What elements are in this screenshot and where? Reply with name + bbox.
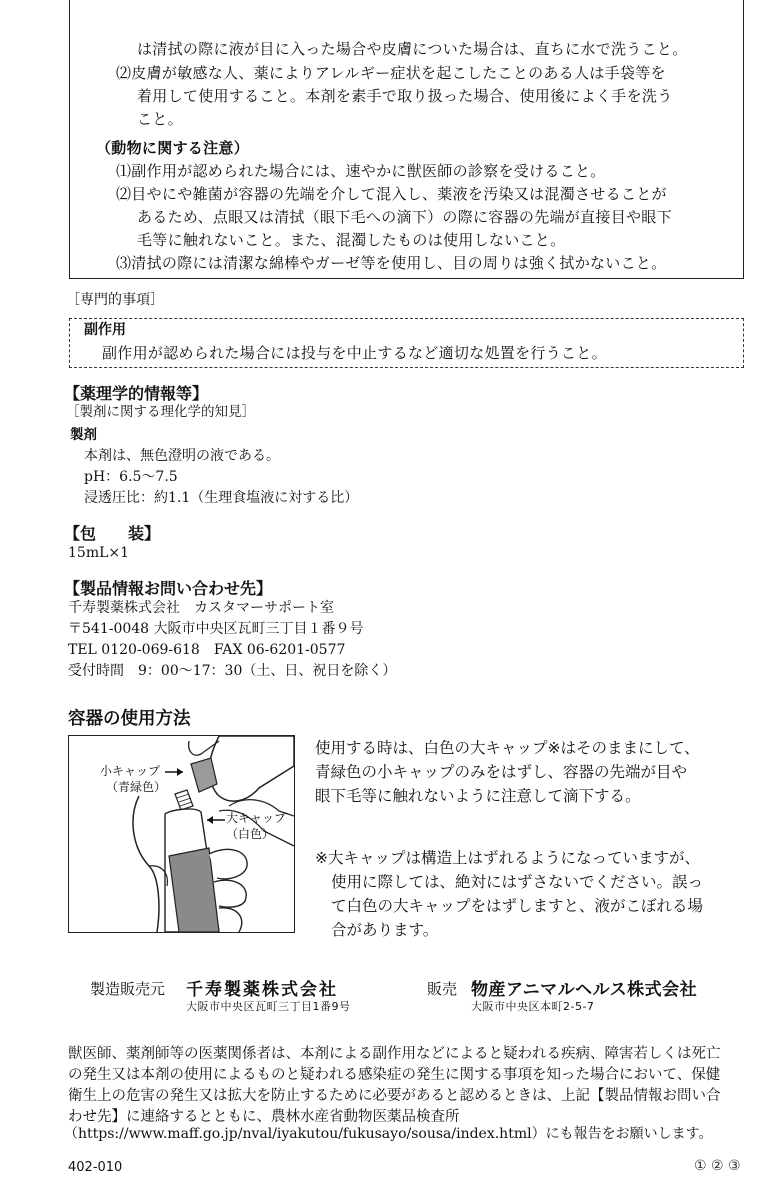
usage-note-line: ※大キャップは構造上はずれるようになっていますが、 — [315, 849, 700, 867]
maker-role: 製造販売元 — [90, 980, 166, 998]
precaution-animal-line: ⑶清拭の際には清潔な綿棒やガーゼ等を使用し、目の周りは強く拭かないこと。 — [116, 254, 667, 272]
precaution-animal-line: あるため、点眼又は清拭（眼下毛への滴下）の際に容器の先端が直接目や眼下 — [137, 208, 672, 226]
side-effects-text: 副作用が認められた場合には投与を中止するなど適切な処置を行うこと。 — [102, 344, 607, 362]
contact-line: 受付時間 9：00〜17：30（土、日、祝日を除く） — [68, 663, 397, 679]
seller-role: 販売 — [427, 980, 458, 998]
formulation-line: pH：6.5〜7.5 — [84, 469, 178, 485]
formulation-label: 製剤 — [70, 427, 97, 443]
seller-name: 物産アニマルヘルス株式会社 — [471, 980, 698, 1000]
seller-address: 大阪市中央区本町2-5-7 — [471, 1000, 595, 1013]
footer-notice-line: 衛生上の危害の発生又は拡大を防止するために必要があると認めるときは、上記【製品情報お問い合 — [68, 1088, 721, 1104]
usage-note-line: 使用に際しては、絶対にはずさないでください。誤っ — [331, 873, 704, 891]
precaution-animal-line: ⑴副作用が認められた場合には、速やかに獣医師の診察を受けること。 — [116, 162, 606, 180]
maker-address: 大阪市中央区瓦町三丁目1番9号 — [186, 1000, 351, 1013]
large-cap-color-label: （白色） — [226, 827, 275, 841]
maker-name: 千寿製薬株式会社 — [186, 980, 338, 1000]
usage-instruction-line: 眼下毛等に触れないように注意して滴下する。 — [315, 787, 641, 805]
packaging-value: 15mL×1 — [68, 545, 130, 561]
contact-line: TEL 0120-069-618 FAX 06-6201-0577 — [68, 642, 346, 658]
contact-heading: 【製品情報お問い合わせ先】 — [64, 579, 273, 598]
formulation-line: 本剤は、無色澄明の液である。 — [84, 448, 280, 464]
page-marks: ① ② ③ — [694, 1158, 741, 1174]
precaution-human-line: こと。 — [137, 110, 183, 128]
precaution-human-line: ⑵皮膚が敏感な人、薬によりアレルギー症状を起こしたことのある人は手袋等を — [116, 64, 666, 82]
pharmacology-heading: 【薬理学的情報等】 — [64, 384, 209, 403]
precaution-human-line: 着用して使用すること。本剤を素手で取り扱った場合、使用後によく手を洗う — [137, 87, 673, 105]
usage-note-line: て白色の大キャップをはずしますと、液がこぼれる場 — [331, 897, 704, 915]
small-cap-color-label: （青緑色） — [106, 780, 167, 794]
footer-notice-line: 獣医師、薬剤師等の医薬関係者は、本剤による副作用などによると疑われる疾病、障害若しくは死亡 — [68, 1046, 721, 1062]
large-cap-label: 大キャップ — [226, 811, 287, 825]
formulation-line: 浸透圧比：約1.1（生理食塩液に対する比） — [84, 490, 359, 506]
pharmacology-sub-heading: ［製剤に関する理化学的知見］ — [66, 404, 255, 420]
packaging-heading: 【包 装】 — [64, 524, 161, 543]
small-cap-label: 小キャップ — [100, 764, 161, 778]
contact-line: 〒541-0048 大阪市中央区瓦町三丁目１番９号 — [68, 621, 364, 637]
footer-notice-line: の発生又は本剤の使用によるものと疑われる感染症の発生に関する事項を知った場合において、保健 — [68, 1067, 721, 1083]
document-code: 402-010 — [68, 1160, 123, 1175]
usage-heading: 容器の使用方法 — [68, 709, 191, 729]
precaution-human-line: は清拭の際に液が目に入った場合や皮膚についた場合は、直ちに水で洗うこと。 — [137, 40, 688, 58]
footer-notice-line: わせ先】に連絡するとともに、農林水産省動物医薬品検査所 — [68, 1109, 460, 1125]
usage-instruction-line: 使用する時は、白色の大キャップ※はそのままにして、 — [315, 739, 700, 757]
precaution-animal-line: 毛等に触れないこと。また、混濁したものは使用しないこと。 — [137, 231, 566, 249]
footer-url-line: （https://www.maff.go.jp/nval/iyakutou/fukusayo/sousa/index.html）にも報告をお願いします。 — [64, 1126, 713, 1142]
usage-instruction-line: 青緑色の小キャップのみをはずし、容器の先端が目や — [315, 763, 688, 781]
usage-note-line: 合があります。 — [331, 921, 439, 939]
precaution-animal-line: ⑵目やにや雑菌が容器の先端を介して混入し、薬液を汚染又は混濁させることが — [116, 185, 667, 203]
animal-precautions-heading: （動物に関する注意） — [96, 139, 250, 157]
side-effects-heading: 副作用 — [84, 322, 126, 338]
specialist-heading: ［専門的事項］ — [66, 292, 164, 308]
contact-line: 千寿製薬株式会社 カスタマーサポート室 — [68, 600, 334, 616]
